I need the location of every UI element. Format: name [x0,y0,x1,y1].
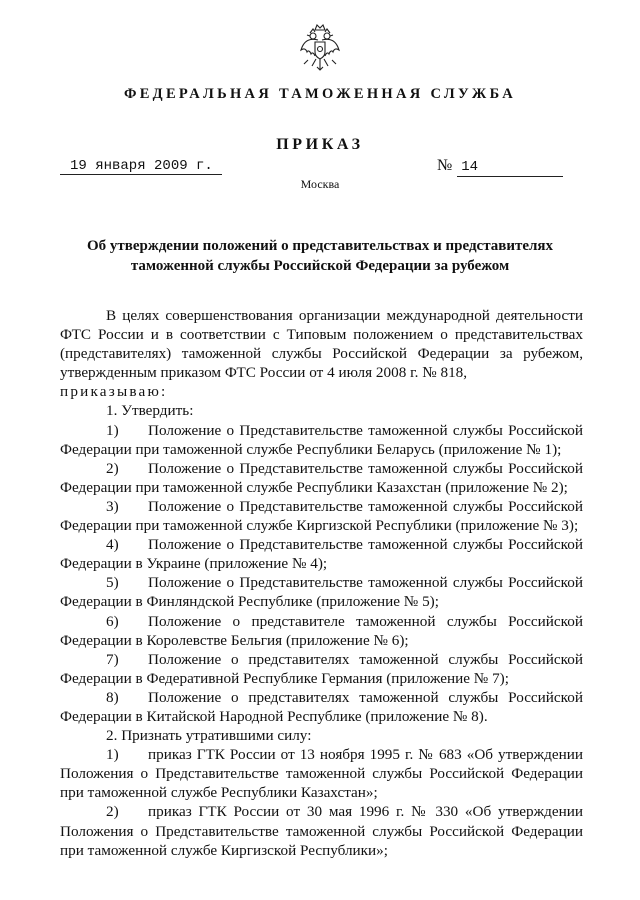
document-body [60,306,583,860]
item-text: Положение о представителях таможенной службы Российской Федерации в Федеративной Республике Германия (приложение № 7); [60,650,583,687]
item-text: Положение о представителях таможенной службы Российской Федерации в Китайской Народной Республике (приложение № 8). [60,688,583,725]
document-date: 19 января 2009 г. [60,158,222,175]
section-heading: 2. Признать утратившими силу: [106,727,312,745]
item-text: Положение о Представительстве таможенной службы Российской Федерации при таможенной службе Республики Беларусь (приложение № 1); [60,421,583,458]
item-number: 2) [106,459,119,477]
number-value: 14 [457,159,563,177]
item-number: 2) [106,803,119,821]
list-item [60,802,583,859]
preamble: В целях совершенствования организации международной деятельности ФТС России и в соответствии с Типовым положением о представительствах (представителях) таможенной службы Российской Федерации за рубежом, утвержденным приказом ФТС России от 4 июля 2008 г. № 818, [60,307,583,382]
item-number: 1) [106,746,119,764]
item-text: Положение о Представительстве таможенной службы Российской Федерации при таможенной службе Киргизской Республики (приложение № 3); [60,497,583,535]
list-item [60,535,583,573]
item-text: Положение о представителе таможенной службы Российской Федерации в Королевстве Бельгия (приложение № 6); [60,612,583,649]
document-number [437,157,583,177]
item-number: 6) [106,612,119,630]
list-item [60,650,583,688]
list-item [60,459,583,497]
item-number: 7) [106,650,119,668]
list-item [60,421,583,459]
item-text: Положение о Представительстве таможенной службы Российской Федерации при таможенной службе Республики Казахстан (приложение № 2); [60,459,583,496]
item-number: 8) [106,688,119,706]
list-item [60,745,583,802]
item-number: 5) [106,574,119,592]
emblem-icon [298,22,342,76]
document-subject: Об утверждении положений о представительствах и представителях таможенной службы Российской Федерации за рубежом [86,238,554,274]
item-text: приказ ГТК России от 30 мая 1996 г. № 330 «Об утверждении Положения о Представительстве таможенной службы Российской Федерации при таможенной службе Киргизской Республики»; [60,803,583,859]
document-type: ПРИКАЗ [276,136,364,153]
item-text: Положение о Представительстве таможенной службы Российской Федерации в Украине (приложение № 4); [60,536,583,573]
item-number: 4) [106,536,119,554]
document-city: Москва [300,177,340,191]
item-text: Положение о Представительстве таможенной службы Российской Федерации в Финляндской Республике (приложение № 5); [60,574,583,611]
item-text: приказ ГТК России от 13 ноября 1995 г. № 683 «Об утверждении Положения о Представительстве таможенной службы Российской Федерации при таможенной службе Республики Казахстан»; [60,746,583,802]
item-number: 3) [106,497,119,515]
section-heading: 1. Утвердить: [106,402,194,420]
list-item [60,612,583,650]
list-item [60,688,583,726]
agency-name: ФЕДЕРАЛЬНАЯ ТАМОЖЕННАЯ СЛУЖБА [123,86,517,102]
order-word: приказываю: [60,383,168,401]
number-label: № [437,157,454,174]
item-number: 1) [106,421,119,439]
list-item [60,497,583,535]
list-item [60,573,583,611]
